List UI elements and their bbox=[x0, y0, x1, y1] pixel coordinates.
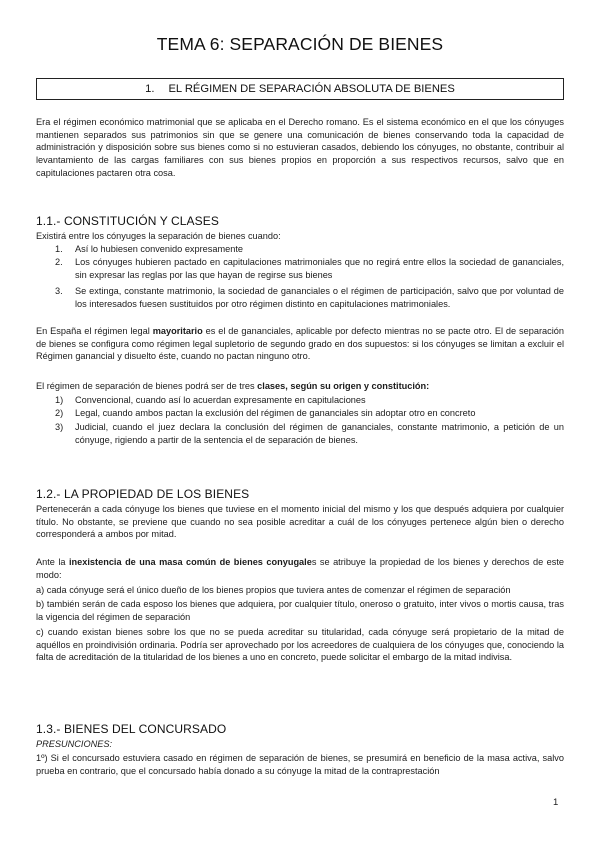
clause-c: c) cuando existan bienes sobre los que no se pueda acreditar su titularidad, cada cónyuge será propietario de la mitad de aquéllos en proindivisión ordinaria. Podría ser aprovechado por los acreedores de cualquiera de los cónyuges que, conociendo la falta de acreditación de la titularidad de los bienes a uno en concreto, puede solicitar el embargo de la mitad indivisa. bbox=[36, 627, 564, 663]
text-run: s se atribuye la propiedad de los bienes y derechos de este modo: bbox=[36, 557, 565, 580]
section-1-1-heading: 1.1.- CONSTITUCIÓN Y CLASES bbox=[36, 214, 219, 228]
section-1-2-paragraph: Pertenecerán a cada cónyuge los bienes que tuviese en el momento inicial del mismo y los que después adquiera por cualquier título. No obstante, se previene que cuando no sea posible acreditar a cuál de los cónyuges pertenece algún bien o derecho corresponderá a ambos por mitad. bbox=[36, 504, 564, 540]
list-item-text: Judicial, cuando el juez declara la conclusión del régimen de gananciales, constante matrimonio, a petición de un cónyuge, rigiendo a partir de la sentencia el de separación de bienes. bbox=[75, 422, 564, 445]
list-item-text: Los cónyuges hubieren pactado en capitulaciones matrimoniales que no regirá entre ellos la sociedad de gananciales, sin expresar las reglas por las que hayan de regirse sus bienes bbox=[75, 257, 564, 280]
list-marker: 3. bbox=[55, 286, 63, 296]
section-1-3-paragraph: 1º) Si el concursado estuviera casado en régimen de separación de bienes, se presumirá en beneficio de la masa activa, salvo prueba en contrario, que el concursado había donado a su cónyuge la mitad de la contraprestación bbox=[36, 753, 564, 776]
list-marker: 1. bbox=[55, 244, 63, 254]
list-marker: 2. bbox=[55, 257, 63, 267]
section-1-1-lead: Existirá entre los cónyuges la separación de bienes cuando: bbox=[36, 231, 281, 241]
list-marker: 2) bbox=[55, 408, 64, 418]
page-number: 1 bbox=[553, 797, 559, 808]
section-1-heading: EL RÉGIMEN DE SEPARACIÓN ABSOLUTA DE BIENES bbox=[168, 83, 455, 95]
list-item-text: Así lo hubiesen convenido expresamente bbox=[75, 244, 244, 254]
text-run: En España el régimen legal bbox=[36, 326, 153, 336]
inexistence-paragraph bbox=[36, 556, 564, 581]
bold-text: clases, según su origen y constitución: bbox=[257, 381, 430, 391]
list-marker: 3) bbox=[55, 422, 64, 432]
section-1-3-heading: 1.3.- BIENES DEL CONCURSADO bbox=[36, 722, 227, 736]
bold-text: inexistencia de una masa común de bienes conyugale bbox=[69, 557, 312, 567]
clause-a: a) cada cónyuge será el único dueño de los bienes propios que tuviera antes de comenzar el régimen de separación bbox=[36, 585, 511, 595]
section-1-2-heading: 1.2.- LA PROPIEDAD DE LOS BIENES bbox=[36, 487, 250, 501]
clause-b: b) también serán de cada esposo los bienes que adquiera, por cualquier título, oneroso o gratuito, inter vivos o mortis causa, tras la vigencia del régimen de separación bbox=[36, 599, 564, 622]
list-item-text: Convencional, cuando así lo acuerdan expresamente en capitulaciones bbox=[75, 395, 366, 405]
presumptions-label: PRESUNCIONES: bbox=[36, 739, 113, 749]
section-1-number: 1. bbox=[145, 83, 155, 95]
list-item-text: Se extinga, constante matrimonio, la sociedad de gananciales o el régimen de participación, salvo que por voluntad de los interesados fuesen sustituidos por otro régimen distinto en capitulaciones matrimoniales. bbox=[75, 286, 564, 309]
text-run: es el de gananciales, aplicable por defecto mientras no se pacte otro. El de separación de bienes se configura como régimen legal supletorio de segundo grado en dos supuestos: si los cónyuges se limitan a excluir el Régimen ganancial y disuelto éste, cuando no pactan ninguno otro. bbox=[36, 326, 564, 362]
list-marker: 1) bbox=[55, 395, 64, 405]
bold-text: mayoritario bbox=[152, 326, 203, 336]
page-title: TEMA 6: SEPARACIÓN DE BIENES bbox=[156, 34, 444, 54]
section-1-heading-box bbox=[36, 78, 564, 100]
intro-paragraph: Era el régimen económico matrimonial que se aplicaba en el Derecho romano. Es el sistema económico en el que los cónyuges mantienen separados sus patrimonios sin que se genere una comunicación de bienes conservando toda la capacidad de administración y disposición sobre sus bienes como si no estuvieran casados, debiendo los cónyuges, no obstante, contribuir al levantamiento de las cargas familiares con sus bienes propios en proporción a sus respectivos recursos, salvo que en capitulaciones pactaren otra cosa. bbox=[36, 117, 564, 178]
text-run: El régimen de separación de bienes podrá ser de tres bbox=[36, 381, 258, 391]
classes-paragraph bbox=[36, 380, 564, 393]
text-run: Ante la bbox=[36, 557, 69, 567]
legal-regime-paragraph bbox=[36, 325, 564, 363]
list-item-text: Legal, cuando ambos pactan la exclusión del régimen de gananciales sin adoptar otro en concreto bbox=[75, 408, 476, 418]
